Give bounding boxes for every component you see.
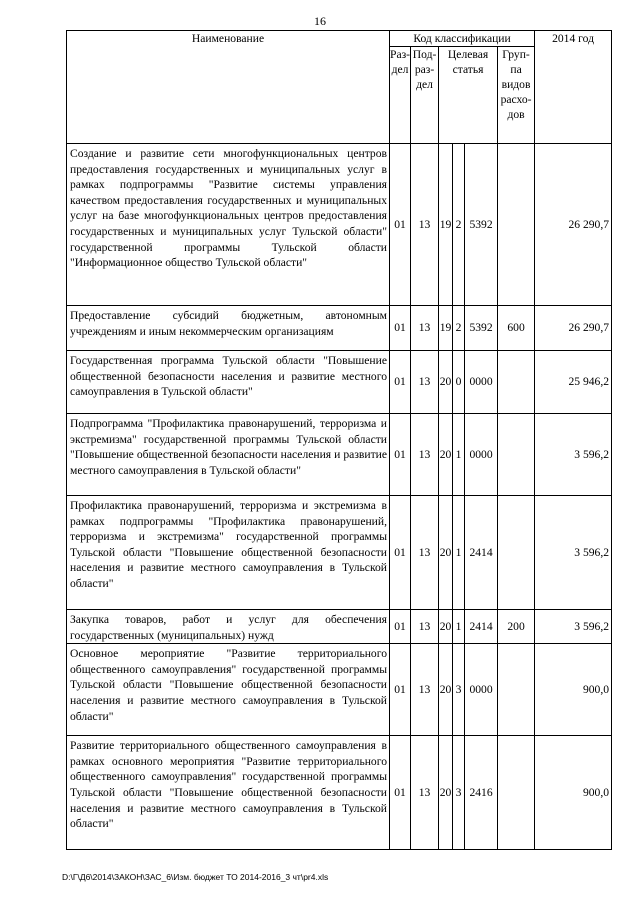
razdel-cell: 01 bbox=[390, 351, 411, 414]
expense-group-cell bbox=[498, 736, 535, 850]
razdel-cell: 01 bbox=[390, 736, 411, 850]
razdel-cell: 01 bbox=[390, 644, 411, 736]
amount-cell: 3 596,2 bbox=[535, 496, 612, 610]
table-row bbox=[67, 306, 612, 351]
amount-cell: 900,0 bbox=[535, 736, 612, 850]
table-row bbox=[67, 144, 612, 306]
podrazdel-cell: 13 bbox=[411, 414, 439, 496]
target-direction-cell: 0000 bbox=[465, 351, 498, 414]
podrazdel-cell: 13 bbox=[411, 496, 439, 610]
target-subprogram-cell: 1 bbox=[453, 414, 465, 496]
header-row-top bbox=[67, 31, 612, 47]
razdel-cell: 01 bbox=[390, 496, 411, 610]
target-subprogram-cell: 1 bbox=[453, 496, 465, 610]
podrazdel-cell: 13 bbox=[411, 306, 439, 351]
target-subprogram-cell: 2 bbox=[453, 144, 465, 306]
target-direction-cell: 0000 bbox=[465, 644, 498, 736]
table-row bbox=[67, 351, 612, 414]
target-direction-cell: 5392 bbox=[465, 306, 498, 351]
target-direction-cell: 0000 bbox=[465, 414, 498, 496]
name-cell: Подпрограмма "Профилактика правонарушений, терроризма и экстремизма" государственной программы Тульской области "Повышение общественной безопасности населения и развитие местного самоуправления в Тульской области" bbox=[67, 414, 390, 496]
target-subprogram-cell: 3 bbox=[453, 644, 465, 736]
amount-cell: 26 290,7 bbox=[535, 144, 612, 306]
name-cell: Развитие территориального общественного самоуправления в рамках основного мероприятия "Развитие территориального общественного самоуправления" государственной программы Тульской области "Повышение общественной безопасности населения и развитие местного самоуправления в Тульской области" bbox=[67, 736, 390, 850]
code-header: Код классификации bbox=[390, 31, 535, 47]
target-subprogram-cell: 0 bbox=[453, 351, 465, 414]
podrazdel-cell: 13 bbox=[411, 610, 439, 644]
target-direction-cell: 2414 bbox=[465, 610, 498, 644]
group-header: Груп-па видов расхо-дов bbox=[498, 47, 535, 144]
name-cell: Предоставление субсидий бюджетным, автономным учреждениям и иным некоммерческим организациям bbox=[67, 306, 390, 351]
target-program-cell: 20 bbox=[439, 610, 453, 644]
target-header: Целевая статья bbox=[439, 47, 498, 144]
razdel-cell: 01 bbox=[390, 144, 411, 306]
target-program-cell: 19 bbox=[439, 306, 453, 351]
target-subprogram-cell: 1 bbox=[453, 610, 465, 644]
target-program-cell: 19 bbox=[439, 144, 453, 306]
name-cell: Профилактика правонарушений, терроризма и экстремизма в рамках подпрограммы "Профилактика правонарушений, терроризма и экстремизма" государственной программы Тульской области "Повышение общественной безопасности населения и развитие местного самоуправления в Тульской области" bbox=[67, 496, 390, 610]
target-direction-cell: 2414 bbox=[465, 496, 498, 610]
table-row bbox=[67, 736, 612, 850]
target-direction-cell: 2416 bbox=[465, 736, 498, 850]
expense-group-cell bbox=[498, 496, 535, 610]
table-row bbox=[67, 644, 612, 736]
name-cell: Государственная программа Тульской области "Повышение общественной безопасности населения и развитие местного самоуправления в Тульской области" bbox=[67, 351, 390, 414]
razdel-cell: 01 bbox=[390, 414, 411, 496]
expense-group-cell bbox=[498, 644, 535, 736]
name-cell: Закупка товаров, работ и услуг для обеспечения государственных (муниципальных) нужд bbox=[67, 610, 390, 644]
name-cell: Создание и развитие сети многофункциональных центров предоставления государственных и муниципальных услуг в рамках подпрограммы "Развитие системы управления качеством предоставления государственных и муниципальных услуг на базе многофункциональных центров предоставления государственных и муниципальных услуг Тульской области" государственной программы Тульской области "Информационное общество Тульской области" bbox=[67, 144, 390, 306]
year-header: 2014 год bbox=[535, 31, 612, 144]
amount-cell: 26 290,7 bbox=[535, 306, 612, 351]
amount-cell: 25 946,2 bbox=[535, 351, 612, 414]
name-cell: Основное мероприятие "Развитие территориального общественного самоуправления" государственной программы Тульской области "Повышение общественной безопасности населения и развитие местного самоуправления в Тульской области" bbox=[67, 644, 390, 736]
name-header: Наименование bbox=[67, 31, 390, 144]
target-subprogram-cell: 3 bbox=[453, 736, 465, 850]
podrazdel-cell: 13 bbox=[411, 644, 439, 736]
target-direction-cell: 5392 bbox=[465, 144, 498, 306]
target-program-cell: 20 bbox=[439, 644, 453, 736]
table-row bbox=[67, 414, 612, 496]
target-program-cell: 20 bbox=[439, 496, 453, 610]
razdel-cell: 01 bbox=[390, 306, 411, 351]
expense-group-cell bbox=[498, 414, 535, 496]
amount-cell: 900,0 bbox=[535, 644, 612, 736]
podrazdel-cell: 13 bbox=[411, 736, 439, 850]
podrazdel-cell: 13 bbox=[411, 351, 439, 414]
podrazdel-header: Под-раз-дел bbox=[411, 47, 439, 144]
expense-group-cell bbox=[498, 351, 535, 414]
table-row bbox=[67, 496, 612, 610]
budget-table bbox=[66, 30, 612, 850]
razdel-header: Раз-дел bbox=[390, 47, 411, 144]
page-number: 16 bbox=[314, 14, 326, 28]
expense-group-cell: 600 bbox=[498, 306, 535, 351]
razdel-cell: 01 bbox=[390, 610, 411, 644]
podrazdel-cell: 13 bbox=[411, 144, 439, 306]
target-program-cell: 20 bbox=[439, 414, 453, 496]
amount-cell: 3 596,2 bbox=[535, 610, 612, 644]
file-path-footer: D:\Г\Д6\2014\ЗАКОН\ЗАС_6\Изм. бюджет ТО 2014-2016_3 чт\pr4.xls bbox=[62, 872, 329, 882]
expense-group-cell: 200 bbox=[498, 610, 535, 644]
table-row bbox=[67, 610, 612, 644]
target-program-cell: 20 bbox=[439, 351, 453, 414]
target-subprogram-cell: 2 bbox=[453, 306, 465, 351]
expense-group-cell bbox=[498, 144, 535, 306]
amount-cell: 3 596,2 bbox=[535, 414, 612, 496]
target-program-cell: 20 bbox=[439, 736, 453, 850]
